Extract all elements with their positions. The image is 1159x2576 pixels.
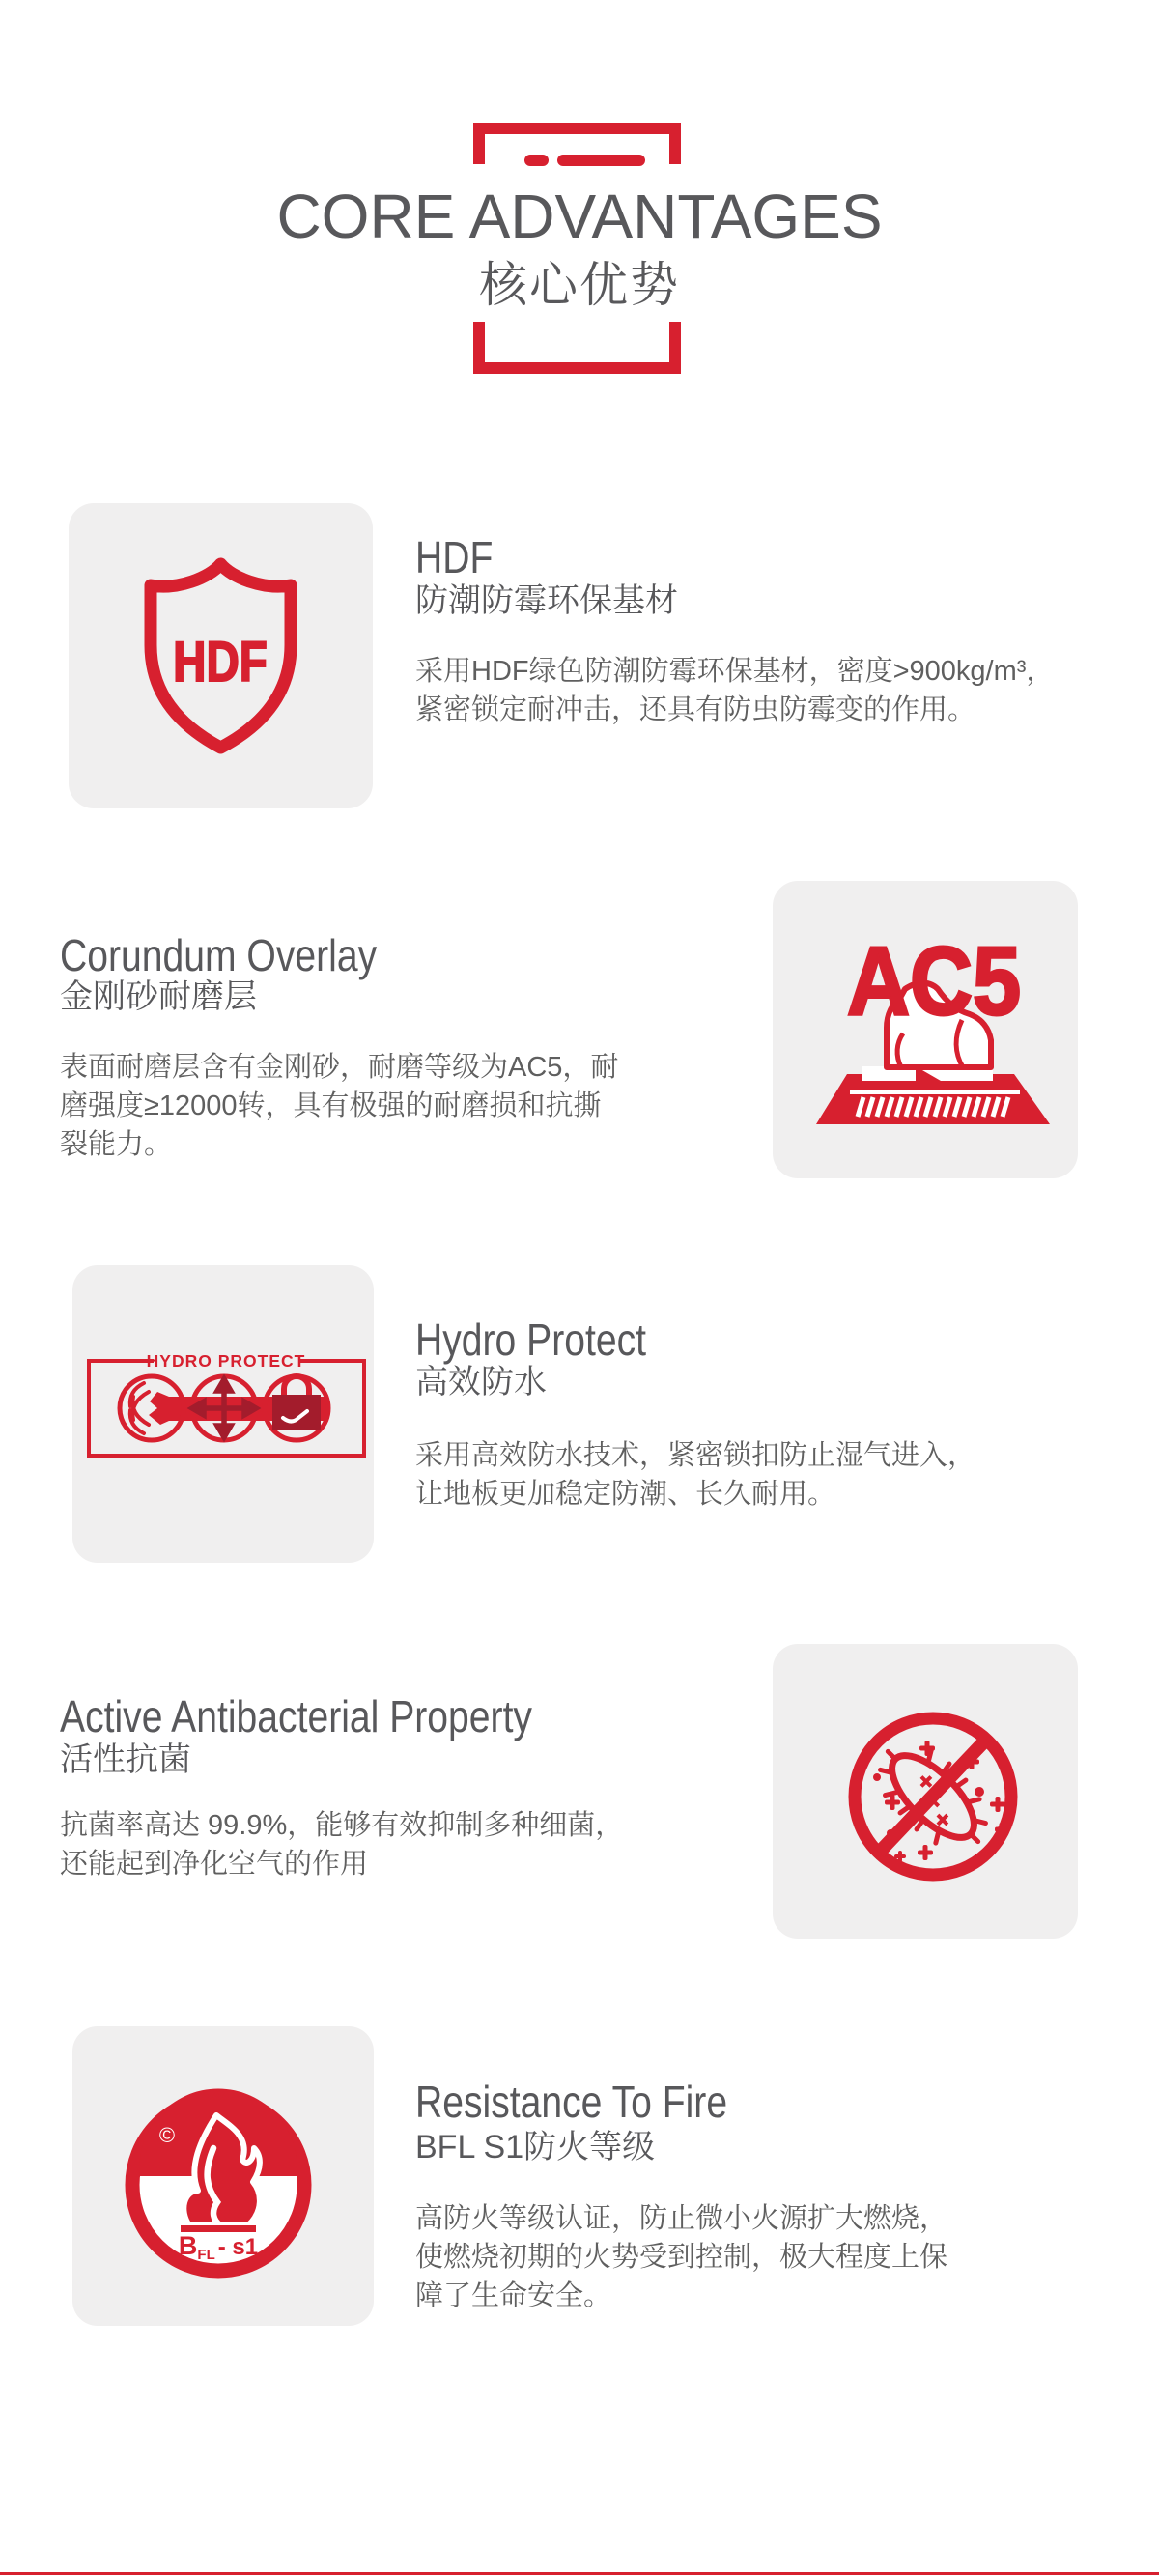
feature-subtitle: 活性抗菌 <box>60 1741 191 1778</box>
hydro-icon-label: HYDRO PROTECT <box>146 1351 306 1371</box>
header-dash-short <box>524 155 549 166</box>
feature-body <box>415 652 1054 729</box>
feature-subtitle: BFL S1防火等级 <box>415 2129 656 2166</box>
hdf-icon-label: HDF <box>173 631 268 694</box>
body-line: 表面耐磨层含有金刚砂，耐磨等级为AC5，耐 <box>60 1052 619 1083</box>
body-line: 采用高效防水技术，紧密锁扣防止湿气进入， <box>415 1440 976 1471</box>
feature-title: Active Antibacterial Property <box>60 1691 532 1741</box>
feature-body <box>60 1806 623 1883</box>
ac5-card <box>773 881 1078 1178</box>
page-title: CORE ADVANTAGES <box>276 182 883 251</box>
fire-card <box>72 2026 374 2326</box>
body-line: 裂能力。 <box>60 1129 173 1160</box>
feature-title: HDF <box>415 532 494 582</box>
body-line: 磨强度≥12000转，具有极强的耐磨损和抗撕 <box>60 1090 602 1121</box>
body-line: 高防火等级认证，防止微小火源扩大燃烧， <box>415 2203 948 2234</box>
hydro-protect-icon <box>72 1265 374 1563</box>
ac5-icon-label: AC5 <box>846 927 1022 1036</box>
feature-subtitle: 高效防水 <box>415 1364 547 1401</box>
header-dash-long <box>557 155 645 166</box>
hdf-card <box>69 503 373 808</box>
body-line: 使燃烧初期的火势受到控制，极大程度上保 <box>415 2242 948 2273</box>
copyright-mark: © <box>158 2123 176 2147</box>
feature-title: Hydro Protect <box>415 1315 647 1365</box>
fire-rating-icon <box>72 2026 374 2326</box>
body-line: 障了生命安全。 <box>415 2280 612 2311</box>
bottom-accent-bar <box>0 2572 1159 2575</box>
header-bracket-bottom <box>473 322 681 374</box>
feature-subtitle: 金刚砂耐磨层 <box>60 978 257 1015</box>
feature-subtitle: 防潮防霉环保基材 <box>415 582 678 619</box>
body-line: 还能起到净化空气的作用 <box>60 1849 369 1880</box>
feature-body <box>415 1436 975 1514</box>
no-bacteria-icon <box>773 1644 1078 1939</box>
feature-body <box>60 1048 618 1164</box>
antibacterial-card <box>773 1644 1078 1939</box>
page-subtitle: 核心优势 <box>479 258 680 312</box>
fire-rating-label: BFL - s1 <box>178 2231 259 2263</box>
body-line: 抗菌率高达 99.9%，能够有效抑制多种细菌， <box>60 1810 624 1841</box>
hdf-shield-icon <box>69 503 373 808</box>
feature-title: Resistance To Fire <box>415 2077 728 2127</box>
hydro-card <box>72 1265 374 1563</box>
feature-title: Corundum Overlay <box>60 930 378 980</box>
feature-body <box>415 2199 947 2315</box>
body-line: 采用HDF绿色防潮防霉环保基材，密度>900kg/m³， <box>415 656 1055 687</box>
body-line: 紧密锁定耐冲击，还具有防虫防霉变的作用。 <box>415 694 976 725</box>
body-line: 让地板更加稳定防潮、长久耐用。 <box>415 1479 836 1510</box>
ac5-abrasion-icon <box>773 881 1078 1178</box>
